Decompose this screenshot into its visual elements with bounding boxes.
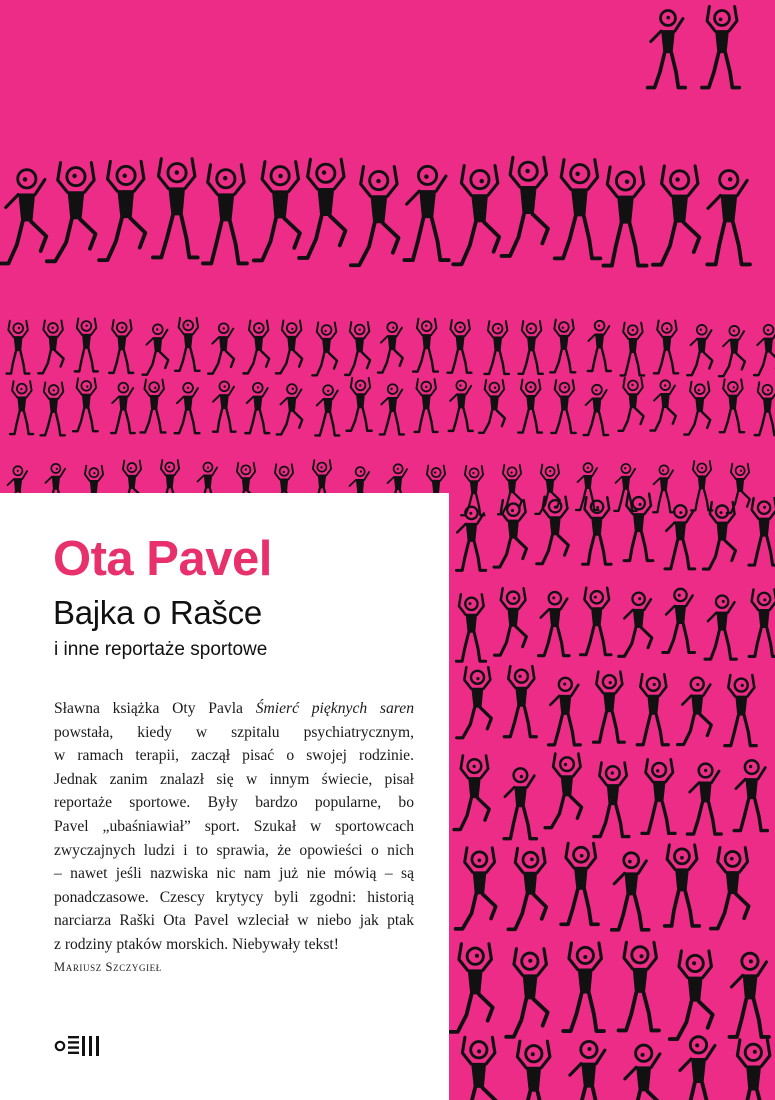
dancing-figure xyxy=(38,320,63,373)
dancing-figure xyxy=(506,949,547,1037)
dancing-figure xyxy=(580,588,611,655)
dancing-figure xyxy=(566,1041,608,1100)
dancing-figure xyxy=(518,380,542,433)
dancing-figure xyxy=(213,381,236,431)
blurb-line: reportaże sportowe. Były bardzo popularne, bo xyxy=(54,794,414,812)
dancing-figure xyxy=(749,589,775,656)
dancing-figure xyxy=(450,944,492,1032)
dancing-figure xyxy=(663,589,695,653)
dancing-figure xyxy=(727,464,750,513)
dancing-figure xyxy=(47,163,96,262)
dancing-figure xyxy=(208,323,234,373)
dancing-figure xyxy=(684,382,710,435)
dancing-figure xyxy=(351,167,399,266)
dancing-figure xyxy=(448,320,472,373)
dancing-figure xyxy=(550,319,575,372)
dancing-figure xyxy=(650,380,675,430)
dancing-figure xyxy=(141,380,166,433)
dancing-figure xyxy=(254,162,300,261)
dancing-figure xyxy=(584,385,609,435)
dancing-figure xyxy=(41,382,65,435)
dancing-figure xyxy=(755,382,775,435)
dancing-figure xyxy=(670,951,713,1039)
dancing-figure xyxy=(719,326,745,376)
dancing-figure xyxy=(678,678,712,745)
dancing-figure xyxy=(551,380,575,433)
dancing-figure xyxy=(665,505,695,569)
dancing-figure xyxy=(7,321,30,374)
book-blurb xyxy=(54,697,414,957)
author-name: Ota Pavel xyxy=(53,532,272,586)
dancing-figure xyxy=(653,166,699,265)
book-title-italic: Śmierć pięknych saren xyxy=(255,700,414,717)
blurb-line: – nawet jeśli nazwiska nic nam już nie mówią – są xyxy=(54,865,414,883)
dancing-figure xyxy=(515,1041,553,1100)
dancing-figure xyxy=(619,942,659,1030)
blurb-line: Pavel „ubaśniawiał” sport. Szukał w sportowcach xyxy=(54,817,414,835)
dancing-figure xyxy=(621,323,645,376)
dancing-figure xyxy=(453,1037,496,1100)
dancing-figure xyxy=(537,497,569,564)
dancing-figure xyxy=(378,322,403,372)
blurb-line: powstała, kiedy w szpitalu psychiatrycznym, xyxy=(54,723,414,741)
dancing-figure xyxy=(380,384,404,434)
dancing-figure xyxy=(549,678,581,745)
blurb-line: Sławna książka Oty Pavla Śmierć pięknych saren xyxy=(54,700,414,717)
dancing-figure xyxy=(277,384,303,434)
dancing-figure xyxy=(665,845,700,926)
dancing-figure xyxy=(508,848,546,929)
dancing-figure xyxy=(618,1045,661,1100)
dancing-figure xyxy=(143,324,169,374)
dancing-figure xyxy=(203,165,247,264)
dancing-figure xyxy=(456,594,485,661)
dancing-figure xyxy=(754,325,775,375)
dancing-figure xyxy=(494,500,527,567)
dancing-figure xyxy=(654,320,678,373)
dancing-figure xyxy=(73,378,98,431)
dancing-figure xyxy=(175,383,200,433)
dancing-figure xyxy=(555,160,601,259)
dancing-figure xyxy=(734,760,767,830)
dancing-figure xyxy=(315,385,339,435)
dancing-figure xyxy=(495,588,527,655)
dancing-figure xyxy=(413,319,438,372)
dancing-figure xyxy=(504,666,536,737)
dancing-figure xyxy=(624,494,653,561)
dancing-figure xyxy=(733,1040,772,1100)
dancing-figure xyxy=(561,843,598,924)
dancing-figure xyxy=(711,848,749,929)
dancing-figure xyxy=(538,592,569,656)
dancing-figure xyxy=(111,383,135,433)
blurb-line: ponadczasowe. Czescy krytycy byli zgodni: historią xyxy=(54,888,414,906)
dancing-figure xyxy=(276,320,302,373)
dancing-figure xyxy=(687,764,721,834)
dancing-figure xyxy=(0,170,46,264)
dancing-figure xyxy=(749,498,775,565)
dancing-figure xyxy=(707,171,750,265)
dancing-figure xyxy=(545,754,581,828)
dancing-figure xyxy=(99,161,145,260)
dancing-figure xyxy=(603,167,646,266)
dancing-figure xyxy=(637,674,668,745)
dancing-figure xyxy=(109,320,133,373)
dancing-figure xyxy=(175,318,199,371)
dancing-figure xyxy=(720,379,744,432)
dancing-figure xyxy=(725,675,757,746)
dancing-figure xyxy=(612,853,649,930)
dancing-figure xyxy=(485,321,509,374)
dancing-figure xyxy=(519,321,543,374)
dancing-figure xyxy=(563,943,604,1031)
dancing-figure xyxy=(691,461,712,510)
dancing-figure xyxy=(687,325,712,375)
dancing-figure xyxy=(594,763,629,837)
dancing-figure xyxy=(454,756,489,830)
dancing-figure xyxy=(312,322,337,375)
book-title: Bajka o Rašce xyxy=(53,594,262,631)
dancing-figure xyxy=(453,166,499,265)
dancing-figure xyxy=(677,1037,717,1100)
dancing-figure xyxy=(504,768,536,838)
dancing-figure xyxy=(10,381,33,434)
dancing-figure xyxy=(642,759,675,833)
dancing-figure xyxy=(75,318,98,371)
dancing-figure xyxy=(345,322,370,375)
dancing-figure xyxy=(347,378,372,431)
dancing-figure xyxy=(449,381,473,431)
dancing-figure xyxy=(588,321,611,371)
blurb-line: Jednak zanim znalazł się w innym świecie, pisał xyxy=(54,770,414,788)
dancing-figure xyxy=(243,320,269,373)
dancing-figure xyxy=(619,378,644,431)
blurb-signature: Mariusz Szczygieł xyxy=(54,960,162,974)
dancing-figure xyxy=(415,379,438,432)
dancing-figure xyxy=(245,383,269,433)
dancing-figure xyxy=(653,465,674,512)
dancing-figure xyxy=(619,593,652,657)
dancing-figure xyxy=(479,380,505,433)
blurb-line: narciarza Raški Ota Pavel wzleciał w niebo jak ptak xyxy=(54,912,414,930)
dancing-figure xyxy=(705,596,736,660)
dancing-figure xyxy=(299,159,345,258)
dancing-figure xyxy=(456,848,496,929)
blurb-line: zwyczajnych ludzi i to sprawia, że opowieści o nich xyxy=(54,841,414,859)
publisher-logo-icon xyxy=(54,1032,108,1060)
dancing-figure xyxy=(457,667,492,738)
dancing-figure xyxy=(583,497,612,564)
dancing-figure xyxy=(594,672,625,743)
dancing-figure xyxy=(648,11,686,88)
dancing-figure xyxy=(153,159,198,258)
dancing-figure xyxy=(702,7,739,88)
book-subtitle: i inne reportaże sportowe xyxy=(54,639,268,660)
dancing-figure xyxy=(502,157,548,256)
blurb-line: z rodziny ptaków morskich. Niebywały tekst! xyxy=(54,935,339,953)
dancing-figure xyxy=(729,953,768,1037)
dancing-figure xyxy=(576,463,599,510)
blurb-line: w ramach terapii, zaczął pisać o swojej rodzinie. xyxy=(54,747,414,765)
dancing-figure xyxy=(404,166,448,260)
